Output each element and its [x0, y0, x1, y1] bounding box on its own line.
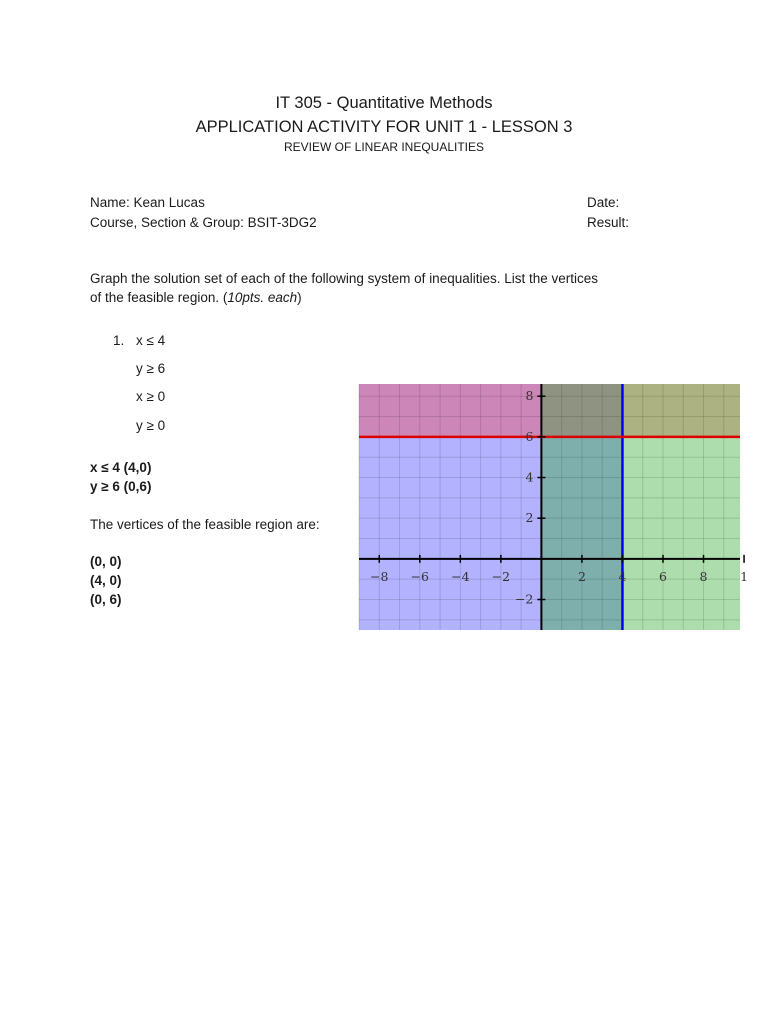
- region-3: [541, 384, 740, 630]
- y-tick-label: 2: [525, 510, 534, 526]
- x-tick-label: 6: [659, 568, 667, 584]
- inequality-3: x ≥ 0: [136, 389, 166, 404]
- instructions-line-1: Graph the solution set of each of the following system of inequalities. List the vertices: [90, 271, 599, 286]
- y-tick-label: 4: [525, 469, 534, 485]
- x-tick-label: 4: [618, 568, 627, 584]
- instructions-suffix: ): [297, 290, 302, 305]
- course-section-group: Course, Section & Group: BSIT-3DG2: [90, 215, 317, 230]
- inequality-graph: [359, 384, 749, 630]
- y-tick-label: −2: [514, 591, 534, 607]
- x-tick-label: 1: [740, 568, 749, 584]
- subtitle: REVIEW OF LINEAR INEQUALITIES: [283, 140, 485, 154]
- inequality-1: x ≤ 4: [136, 333, 166, 348]
- problem-number: 1.: [113, 333, 125, 348]
- y-tick-label: 6: [525, 428, 534, 444]
- vertices-label: The vertices of the feasible region are:: [90, 517, 320, 532]
- intercept-2: y ≥ 6 (0,6): [90, 479, 152, 494]
- vertex-1: (0, 0): [90, 554, 122, 569]
- instructions-points: 10pts. each: [227, 290, 298, 305]
- x-tick-label: 2: [577, 568, 586, 584]
- activity-title: APPLICATION ACTIVITY FOR UNIT 1 - LESSON 3: [195, 118, 573, 136]
- result-label: Result:: [587, 215, 630, 230]
- x-tick-label: 8: [699, 568, 708, 584]
- intercept-1: x ≤ 4 (4,0): [90, 460, 152, 475]
- x-tick-label: −6: [410, 568, 430, 584]
- vertex-2: (4, 0): [90, 573, 122, 588]
- y-tick-label: 8: [525, 388, 534, 404]
- inequality-2: y ≥ 6: [136, 361, 166, 376]
- course-title: IT 305 - Quantitative Methods: [275, 94, 493, 112]
- instructions-line-2: [90, 289, 302, 307]
- instructions-prefix: of the feasible region. (: [90, 290, 228, 305]
- student-name: Name: Kean Lucas: [90, 195, 205, 210]
- inequality-4: y ≥ 0: [136, 418, 166, 433]
- x-tick-label: −2: [491, 568, 511, 584]
- x-tick-label: −4: [451, 568, 470, 584]
- date-label: Date:: [587, 195, 620, 210]
- vertex-3: (0, 6): [90, 592, 122, 607]
- x-tick-label: −8: [370, 568, 389, 584]
